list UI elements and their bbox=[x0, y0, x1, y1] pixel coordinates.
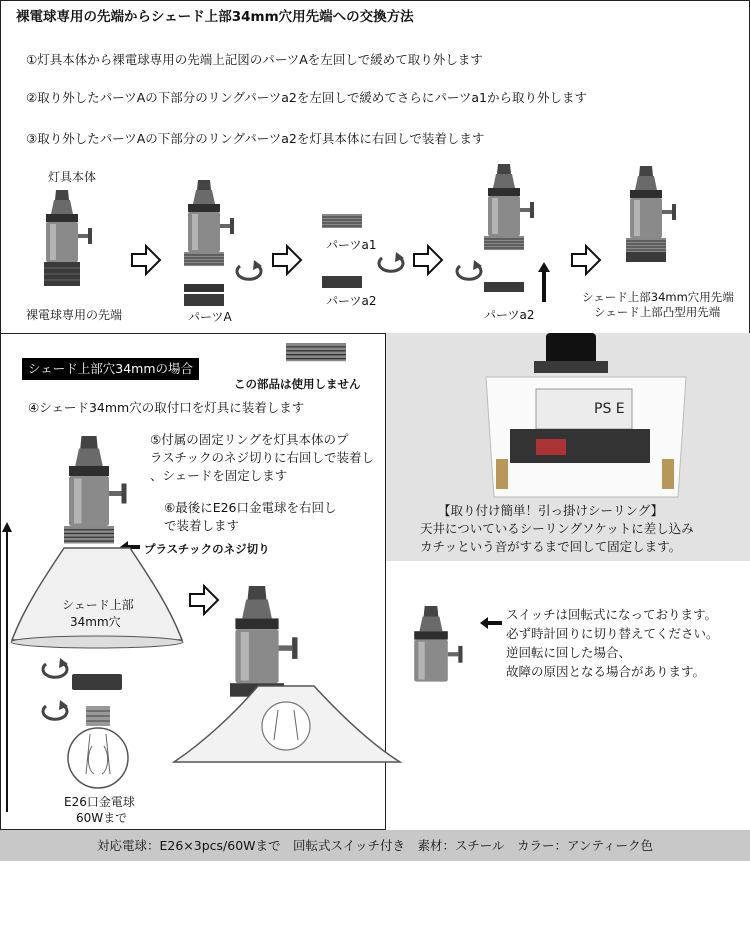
unused-note: この部品は使用しません bbox=[234, 377, 361, 391]
arrow-up-long-icon bbox=[2, 522, 12, 812]
page-title: 裸電球専用の先端からシェード上部34mm穴用先端への交換方法 bbox=[16, 9, 414, 25]
arrow-right-icon bbox=[414, 246, 444, 276]
arrow-right-icon bbox=[132, 246, 162, 276]
arrow-up-icon bbox=[538, 262, 550, 302]
part-a2-ring-icon bbox=[484, 282, 534, 296]
plastic-thread-label: プラスチックのネジ切り bbox=[144, 542, 270, 556]
rotate-icon bbox=[378, 254, 408, 278]
assembled-lamp-icon bbox=[186, 586, 386, 776]
arrow-right-icon bbox=[572, 246, 602, 276]
part-a-label: パーツA bbox=[188, 310, 232, 324]
part-a1-label: パーツa1 bbox=[326, 238, 377, 252]
rotate-icon bbox=[42, 660, 72, 684]
step-4: ④シェード34mm穴の取付口を灯具に装着します bbox=[28, 400, 305, 415]
bulb-icon bbox=[64, 706, 134, 792]
socket-body-icon bbox=[42, 190, 122, 300]
bulb-label-2: 60Wまで bbox=[76, 811, 128, 825]
shade-label-1: シェード上部 bbox=[62, 598, 134, 612]
result-label-1: シェード上部34mm穴用先端 bbox=[582, 290, 734, 304]
step-6-line1: ⑥最後にE26口金電球を右回し bbox=[164, 500, 337, 515]
rotate-icon bbox=[236, 262, 266, 286]
step-1: ①灯具本体から裸電球専用の先端上記図のパーツAを左回しで緩めて取り外します bbox=[26, 52, 483, 67]
fixing-ring-icon bbox=[72, 674, 132, 694]
step-5-line1: ⑤付属の固定リングを灯具本体のプ bbox=[150, 432, 349, 447]
step-3: ③取り外したパーツAの下部分のリングパーツa2を灯具本体に右回しで装着します bbox=[26, 131, 485, 146]
unused-ring-icon bbox=[286, 343, 346, 369]
shade-section-title: シェード上部穴34mmの場合 bbox=[22, 358, 199, 380]
socket-result-icon bbox=[626, 166, 706, 276]
step-5-line2: ラスチックのネジ切りに右回しで装着し bbox=[150, 450, 375, 465]
step-2: ②取り外したパーツAの下部分のリングパーツa2を左回しで緩めてさらにパーツa1から取り外します bbox=[26, 90, 587, 105]
bulb-label-1: E26口金電球 bbox=[64, 795, 135, 809]
switch-note-1: スイッチは回転式になっております。 bbox=[506, 607, 718, 622]
part-a2-label-b: パーツa2 bbox=[484, 308, 535, 322]
rotate-icon bbox=[456, 262, 486, 286]
part-a2-label: パーツa2 bbox=[326, 294, 377, 308]
arrow-right-icon bbox=[273, 246, 303, 276]
switch-socket-icon bbox=[410, 606, 480, 686]
part-a2-icon bbox=[322, 276, 372, 296]
body-label: 灯具本体 bbox=[48, 170, 97, 184]
footer-spec: 対応電球：E26×3pcs/60Wまで 回転式スイッチ付き 素材：スチール カラー：アンティーク色 bbox=[96, 838, 654, 853]
switch-note-4: 故障の原因となる場合があります。 bbox=[506, 664, 706, 679]
result-label-2: シェード上部凸型用先端 bbox=[594, 305, 721, 319]
ps-e-sticker: PS E bbox=[594, 401, 625, 417]
step-6-line2: で装着します bbox=[164, 518, 240, 533]
step-5-line3: 、シェードを固定します bbox=[150, 468, 288, 483]
shade-label-2: 34mm穴 bbox=[70, 615, 121, 629]
photo-caption-line1: 天井についているシーリングソケットに差し込み bbox=[420, 521, 694, 536]
socket-with-shade-icon bbox=[64, 436, 164, 546]
arrow-left-icon bbox=[480, 616, 502, 630]
part-a1-icon bbox=[322, 214, 372, 234]
bare-tip-label: 裸電球専用の先端 bbox=[26, 308, 123, 322]
photo-caption-line2: カチッという音がするまで回して固定します。 bbox=[420, 539, 682, 554]
switch-note-2: 必ず時計回りに切り替えてください。 bbox=[506, 626, 719, 641]
photo-caption-title: 【取り付け簡単！引っ掛けシーリング】 bbox=[438, 503, 664, 518]
switch-note-3: 逆回転に回した場合、 bbox=[506, 645, 632, 660]
socket-thread-icon bbox=[484, 164, 564, 274]
